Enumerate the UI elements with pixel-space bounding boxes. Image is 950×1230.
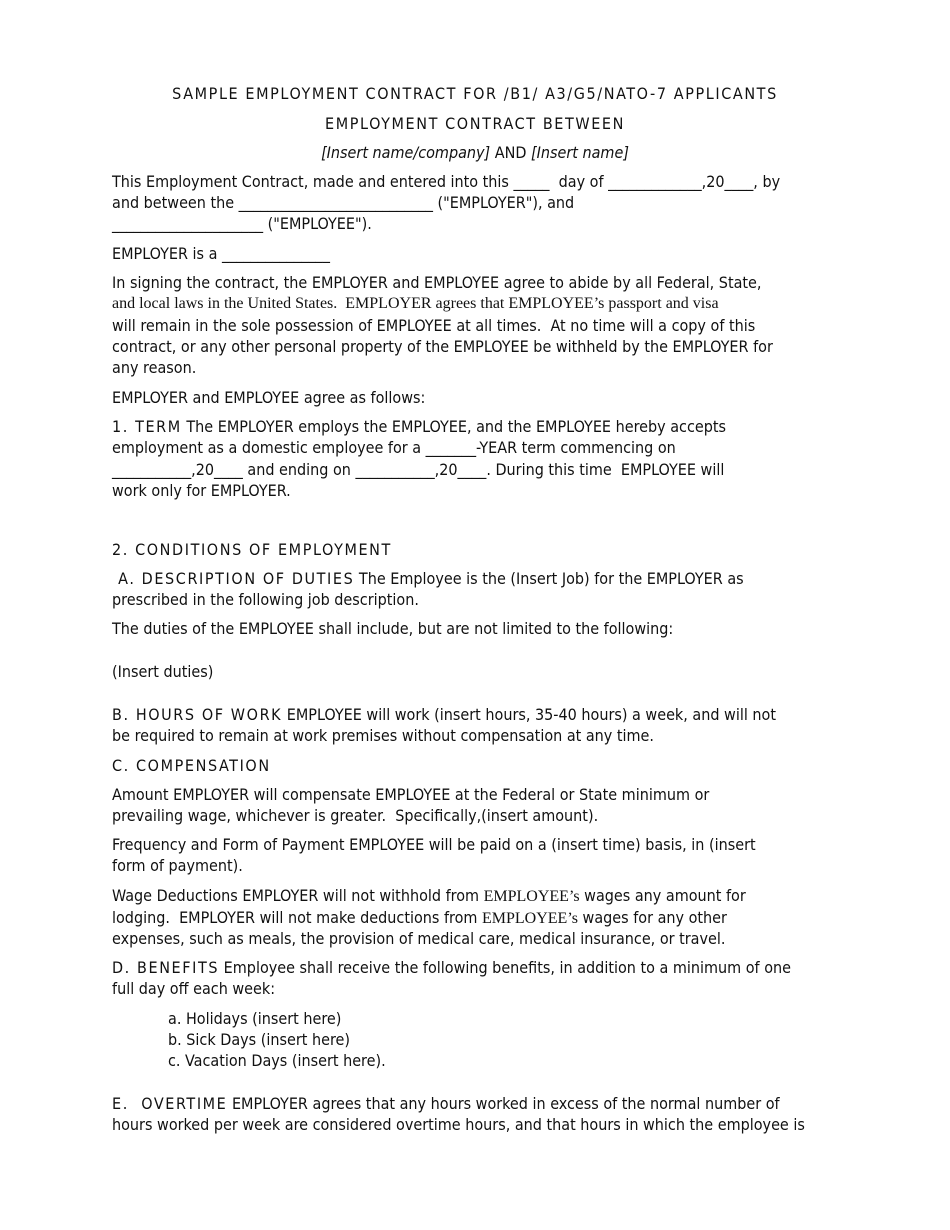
term-line-2: employment as a domestic employee for a _______-YEAR term commencing on xyxy=(112,438,676,457)
signing-line-2: and local laws in the United States. EMPLOYER agrees that EMPLOYEE’s passport and visa xyxy=(112,295,719,312)
employer-is-line: EMPLOYER is a _______________ xyxy=(112,244,330,263)
duties-line-2: prescribed in the following job description. xyxy=(112,590,419,609)
overtime-heading: E. OVERTIME xyxy=(112,1094,228,1113)
deductions-text-2b: EMPLOYEE’s xyxy=(481,910,578,927)
overtime-line-2: hours worked per week are considered overtime hours, and that hours in which the employee is xyxy=(112,1115,805,1134)
intro-line-2: and between the ___________________________ ("EMPLOYER"), and xyxy=(112,193,575,212)
frequency-line-1: Frequency and Form of Payment EMPLOYEE will be paid on a (insert time) basis, in (insert xyxy=(112,835,756,854)
benefits-line-1 xyxy=(112,957,791,979)
amount-line-2: prevailing wage, whichever is greater. Specifically,(insert amount). xyxy=(112,806,599,825)
term-heading: 1. TERM xyxy=(112,417,182,436)
intro-line-3: _____________________ ("EMPLOYEE"). xyxy=(112,214,372,233)
duties-line-3: The duties of the EMPLOYEE shall include, but are not limited to the following: xyxy=(112,619,674,638)
signing-line-1: In signing the contract, the EMPLOYER and EMPLOYEE agree to abide by all Federal, State, xyxy=(112,273,762,292)
overtime-text-1: EMPLOYER agrees that any hours worked in excess of the normal number of xyxy=(227,1094,780,1113)
deductions-line-2 xyxy=(112,907,727,930)
document-title: SAMPLE EMPLOYMENT CONTRACT FOR /B1/ A3/G5/NATO-7 APPLICANTS xyxy=(172,84,778,103)
term-line-4: work only for EMPLOYER. xyxy=(112,481,291,500)
frequency-line-2: form of payment). xyxy=(112,856,243,875)
employer-placeholder: [Insert name/company] xyxy=(321,143,491,162)
hours-text-1: EMPLOYEE will work (insert hours, 35-40 hours) a week, and will not xyxy=(282,705,776,724)
hours-heading: B. HOURS OF WORK xyxy=(112,705,283,724)
hours-line-1 xyxy=(112,704,776,726)
document-subtitle: EMPLOYMENT CONTRACT BETWEEN xyxy=(325,114,625,133)
duties-heading: A. DESCRIPTION OF DUTIES xyxy=(112,569,355,588)
amount-line-1: Amount EMPLOYER will compensate EMPLOYEE at the Federal or State minimum or xyxy=(112,785,710,804)
benefits-text-1: Employee shall receive the following benefits, in addition to a minimum of one xyxy=(219,958,791,977)
agree-as-follows: EMPLOYER and EMPLOYEE agree as follows: xyxy=(112,388,426,407)
benefits-line-2: full day off each week: xyxy=(112,979,276,998)
deductions-line-1 xyxy=(112,885,746,908)
overtime-line-1 xyxy=(112,1093,780,1115)
benefit-item-vacation-days: c. Vacation Days (insert here). xyxy=(168,1051,386,1070)
term-line-1 xyxy=(112,416,726,438)
employee-placeholder: [Insert name] xyxy=(531,143,629,162)
term-line-3: ___________,20____ and ending on ___________,20____. During this time EMPLOYEE will xyxy=(112,460,725,479)
signing-line-4: contract, or any other personal property of the EMPLOYEE be withheld by the EMPLOYER for xyxy=(112,337,773,356)
benefit-item-sick-days: b. Sick Days (insert here) xyxy=(168,1030,350,1049)
compensation-heading: C. COMPENSATION xyxy=(112,756,271,775)
intro-line-1: This Employment Contract, made and entered into this _____ day of _____________,20____, by xyxy=(112,172,781,191)
duties-text-1: The Employee is the (Insert Job) for the EMPLOYER as xyxy=(354,569,744,588)
signing-line-3: will remain in the sole possession of EMPLOYEE at all times. At no time will a copy of this xyxy=(112,316,756,335)
deductions-line-3: expenses, such as meals, the provision of medical care, medical insurance, or travel. xyxy=(112,929,726,948)
signing-line-5: any reason. xyxy=(112,358,197,377)
deductions-text-1c: wages any amount for xyxy=(579,886,746,905)
benefits-heading: D. BENEFITS xyxy=(112,958,220,977)
duties-line-1 xyxy=(112,568,744,590)
benefit-item-holidays: a. Holidays (insert here) xyxy=(168,1009,342,1028)
deductions-text-1a: Wage Deductions EMPLOYER will not withhold from xyxy=(112,886,484,905)
conditions-heading: 2. CONDITIONS OF EMPLOYMENT xyxy=(112,540,392,559)
parties-line xyxy=(0,142,950,164)
deductions-text-2a: lodging. EMPLOYER will not make deductions from xyxy=(112,908,482,927)
term-text-1: The EMPLOYER employs the EMPLOYEE, and the EMPLOYEE hereby accepts xyxy=(181,417,727,436)
deductions-text-2c: wages for any other xyxy=(577,908,727,927)
and-text: AND xyxy=(490,143,532,162)
duties-placeholder: (Insert duties) xyxy=(112,662,214,681)
hours-line-2: be required to remain at work premises without compensation at any time. xyxy=(112,726,654,745)
deductions-text-1b: EMPLOYEE’s xyxy=(483,888,580,905)
